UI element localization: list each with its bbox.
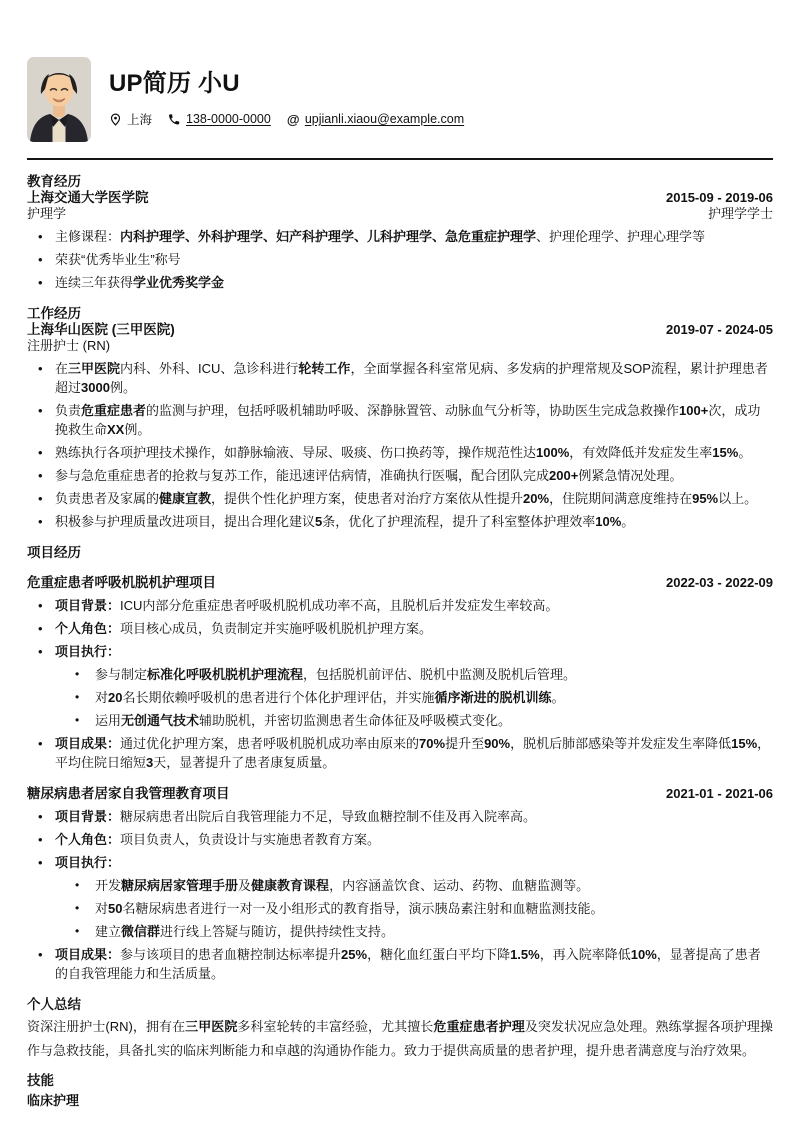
sub-bullet-item: • 开发糖尿病居家管理手册及健康教育课程，内容涵盖饮食、运动、药物、血糖监测等。 xyxy=(55,876,773,895)
project-item xyxy=(27,786,773,983)
project-name: 糖尿病患者居家自我管理教育项目 xyxy=(27,786,230,801)
phone-icon xyxy=(168,113,181,126)
at-icon xyxy=(287,113,300,126)
sub-bullet-item: • 运用无创通气技术辅助脱机，并密切监测患者生命体征及呼吸模式变化。 xyxy=(55,711,773,730)
section-title: 工作经历 xyxy=(27,306,81,321)
bullet-item: • 项目背景：糖尿病患者出院后自我管理能力不足，导致血糖控制不佳及再入院率高。 xyxy=(27,807,773,826)
bullet-item: • 积极参与护理质量改进项目，提出合理化建议5条，优化了护理流程，提升了科室整体护理效率10%。 xyxy=(27,512,773,531)
project-name: 危重症患者呼吸机脱机护理项目 xyxy=(27,575,216,590)
project-item xyxy=(27,575,773,772)
company-name: 上海华山医院 (三甲医院) xyxy=(27,322,175,337)
summary-text: 资深注册护士(RN)，拥有在三甲医院多科室轮转的丰富经验，尤其擅长危重症患者护理及突发状况应急处理。熟练掌握各项护理操作与急救技能，具备扎实的临床判断能力和卓越的沟通协作能力。致力于提供高质量的患者护理，提升患者满意度与治疗效果。 xyxy=(27,1019,773,1058)
bullet-item: • 主修课程：内科护理学、外科护理学、妇产科护理学、儿科护理学、急危重症护理学、护理伦理学、护理心理学等 xyxy=(27,227,773,246)
sub-bullet-item: • 对20名长期依赖呼吸机的患者进行个体化护理评估，并实施循序渐进的脱机训练。 xyxy=(55,688,773,707)
bullet-item: • 在三甲医院内科、外科、ICU、急诊科进行轮转工作，全面掌握各科室常见病、多发病的护理常规及SOP流程，累计护理患者超过3000例。 xyxy=(27,359,773,397)
sub-bullet-item: • 对50名糖尿病患者进行一对一及小组形式的教育指导，演示胰岛素注射和血糖监测技能。 xyxy=(55,899,773,918)
education-date: 2015-09 - 2019-06 xyxy=(666,190,773,205)
bullet-item: • 个人角色：项目负责人，负责设计与实施患者教育方案。 xyxy=(27,830,773,849)
project-date: 2021-01 - 2021-06 xyxy=(666,786,773,801)
section-work xyxy=(27,306,773,531)
project-bullets xyxy=(27,807,773,983)
execution-sublist xyxy=(55,876,773,941)
work-bullets xyxy=(27,359,773,531)
candidate-name: UP简历 小U xyxy=(109,70,240,97)
work-date: 2019-07 - 2024-05 xyxy=(666,322,773,337)
project-date: 2022-03 - 2022-09 xyxy=(666,575,773,590)
location-pin-icon xyxy=(109,113,122,126)
bullet-item xyxy=(27,642,773,730)
bullet-item: • 项目成果：通过优化护理方案，患者呼吸机脱机成功率由原来的70%提升至90%，脱机后肺部感染等并发症发生率降低15%，平均住院日缩短3天，显著提升了患者康复质量。 xyxy=(27,734,773,772)
section-education xyxy=(27,174,773,292)
sub-bullet-item: • 建立微信群进行线上答疑与随访，提供持续性支持。 xyxy=(55,922,773,941)
email-item xyxy=(287,112,464,126)
header-info xyxy=(109,57,464,128)
phone-link[interactable]: 138-0000-0000 xyxy=(186,112,271,126)
education-bullets xyxy=(27,227,773,292)
profile-photo xyxy=(27,57,91,142)
job-title: 注册护士 (RN) xyxy=(27,338,111,353)
section-title: 教育经历 xyxy=(27,174,81,189)
phone-item xyxy=(168,112,271,126)
execution-sublist xyxy=(55,665,773,730)
section-title: 个人总结 xyxy=(27,997,81,1012)
section-title: 项目经历 xyxy=(27,545,81,560)
header-divider xyxy=(27,158,773,160)
execution-label: 项目执行： xyxy=(55,644,121,659)
bullet-item: • 项目成果：参与该项目的患者血糖控制达标率提升25%，糖化血红蛋白平均下降1.5%，再入院率降低10%，显著提高了患者的自我管理能力和生活质量。 xyxy=(27,945,773,983)
section-projects xyxy=(27,545,773,983)
location-item xyxy=(109,110,152,128)
degree: 护理学学士 xyxy=(707,206,773,221)
bullet-item: • 项目背景：ICU内部分危重症患者呼吸机脱机成功率不高，且脱机后并发症发生率较高。 xyxy=(27,596,773,615)
sub-bullet-item: • 参与制定标准化呼吸机脱机护理流程，包括脱机前评估、脱机中监测及脱机后管理。 xyxy=(55,665,773,684)
bullet-item: • 个人角色：项目核心成员，负责制定并实施呼吸机脱机护理方案。 xyxy=(27,619,773,638)
major: 护理学 xyxy=(27,206,67,221)
skill-category: 临床护理 xyxy=(27,1093,80,1108)
bullet-item: • 荣获“优秀毕业生”称号 xyxy=(27,250,773,269)
section-title: 技能 xyxy=(27,1073,54,1088)
contact-row xyxy=(109,110,464,128)
location-text: 上海 xyxy=(127,113,153,127)
bullet-item xyxy=(27,853,773,941)
bullet-item: • 负责危重症患者的监测与护理，包括呼吸机辅助呼吸、深静脉置管、动脉血气分析等，协助医生完成急救操作100+次，成功挽救生命XX例。 xyxy=(27,401,773,439)
school-name: 上海交通大学医学院 xyxy=(27,190,149,205)
email-link[interactable]: upjianli.xiaou@example.com xyxy=(304,112,465,126)
header xyxy=(27,0,773,142)
section-skills xyxy=(27,1073,773,1110)
section-summary xyxy=(27,997,773,1063)
execution-label: 项目执行： xyxy=(55,855,121,870)
bullet-item: • 参与急危重症患者的抢救与复苏工作，能迅速评估病情，准确执行医嘱，配合团队完成200+例紧急情况处理。 xyxy=(27,466,773,485)
bullet-item: • 负责患者及家属的健康宣教，提供个性化护理方案，使患者对治疗方案依从性提升20%，住院期间满意度维持在95%以上。 xyxy=(27,489,773,508)
project-bullets xyxy=(27,596,773,772)
bullet-item: • 连续三年获得学业优秀奖学金 xyxy=(27,273,773,292)
bullet-item: • 熟练执行各项护理技术操作，如静脉输液、导尿、吸痰、伤口换药等，操作规范性达100%，有效降低并发症发生率15%。 xyxy=(27,443,773,462)
